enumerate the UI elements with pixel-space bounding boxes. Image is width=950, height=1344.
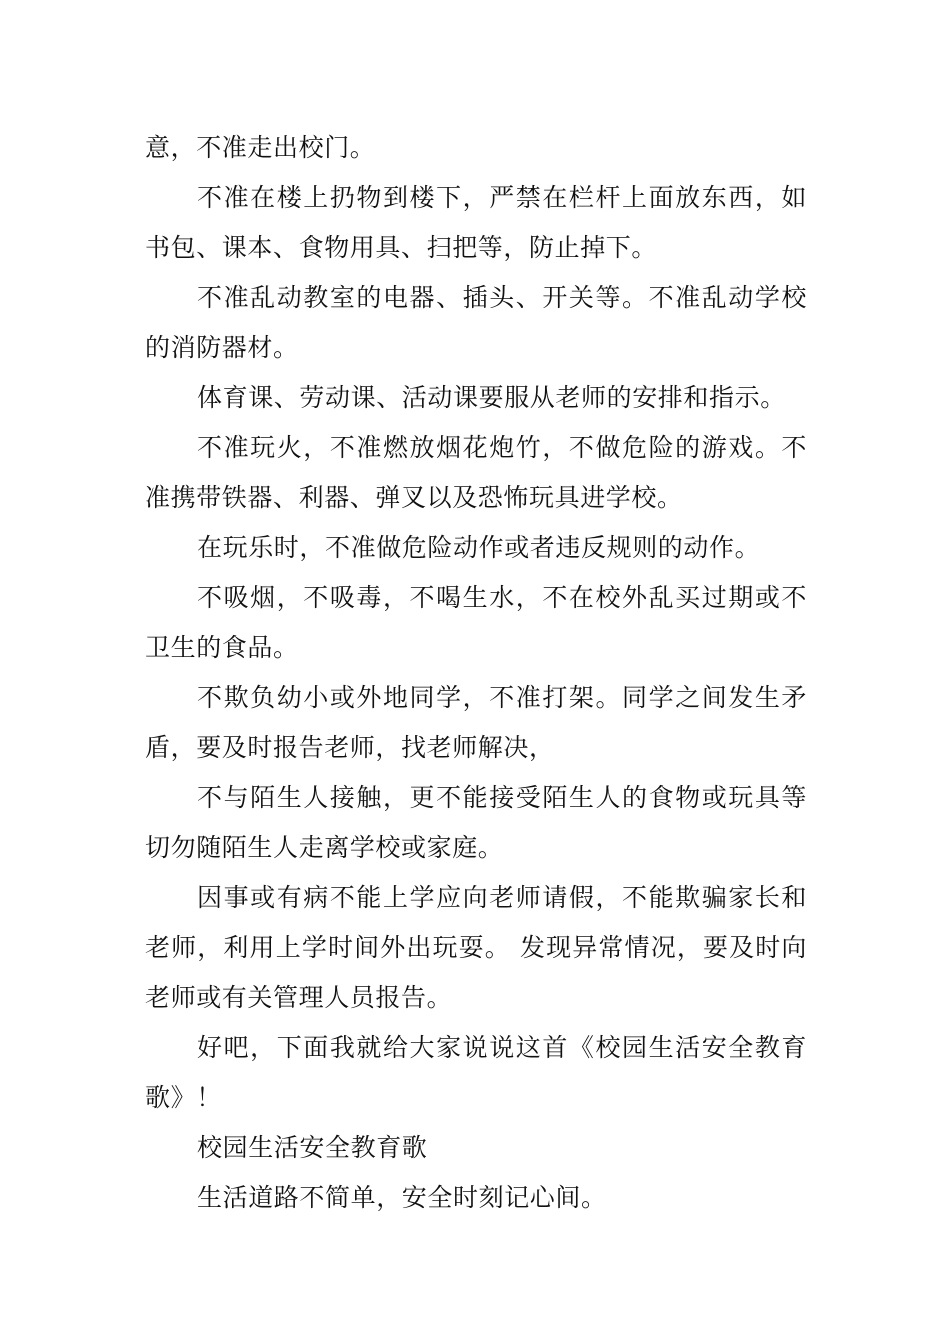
song-title: 校园生活安全教育歌: [197, 1133, 428, 1162]
paragraph-4: 体育课、劳动课、活动课要服从老师的安排和指示。: [197, 383, 786, 412]
paragraph-5: 不准玩火，不准燃放烟花炮竹，不做危险的游戏。不准携带铁器、利器、弹叉以及恐怖玩具进学校。: [145, 433, 807, 512]
song-line-1: 生活道路不简单，安全时刻记心间。: [197, 1183, 607, 1212]
paragraph-2: 不准在楼上扔物到楼下，严禁在栏杆上面放东西，如书包、课本、食物用具、扫把等，防止掉下。: [145, 183, 807, 262]
paragraph-8: 不欺负幼小或外地同学，不准打架。同学之间发生矛盾，要及时报告老师，找老师解决，: [145, 683, 807, 762]
paragraph-6: 在玩乐时，不准做危险动作或者违反规则的动作。: [197, 533, 761, 562]
paragraph-11: 好吧，下面我就给大家说说这首《校园生活安全教育歌》！: [145, 1033, 807, 1112]
document-body: [145, 123, 807, 1223]
paragraph-10: 因事或有病不能上学应向老师请假，不能欺骗家长和老师，利用上学时间外出玩耍。 发现异常情况，要及时向老师或有关管理人员报告。: [145, 883, 807, 1012]
paragraph-3: 不准乱动教室的电器、插头、开关等。不准乱动学校的消防器材。: [145, 283, 807, 362]
paragraph-9: 不与陌生人接触，更不能接受陌生人的食物或玩具等切勿随陌生人走离学校或家庭。: [145, 783, 807, 862]
paragraph-7: 不吸烟，不吸毒，不喝生水，不在校外乱买过期或不卫生的食品。: [145, 583, 807, 662]
paragraph-1: 意，不准走出校门。: [145, 133, 376, 162]
